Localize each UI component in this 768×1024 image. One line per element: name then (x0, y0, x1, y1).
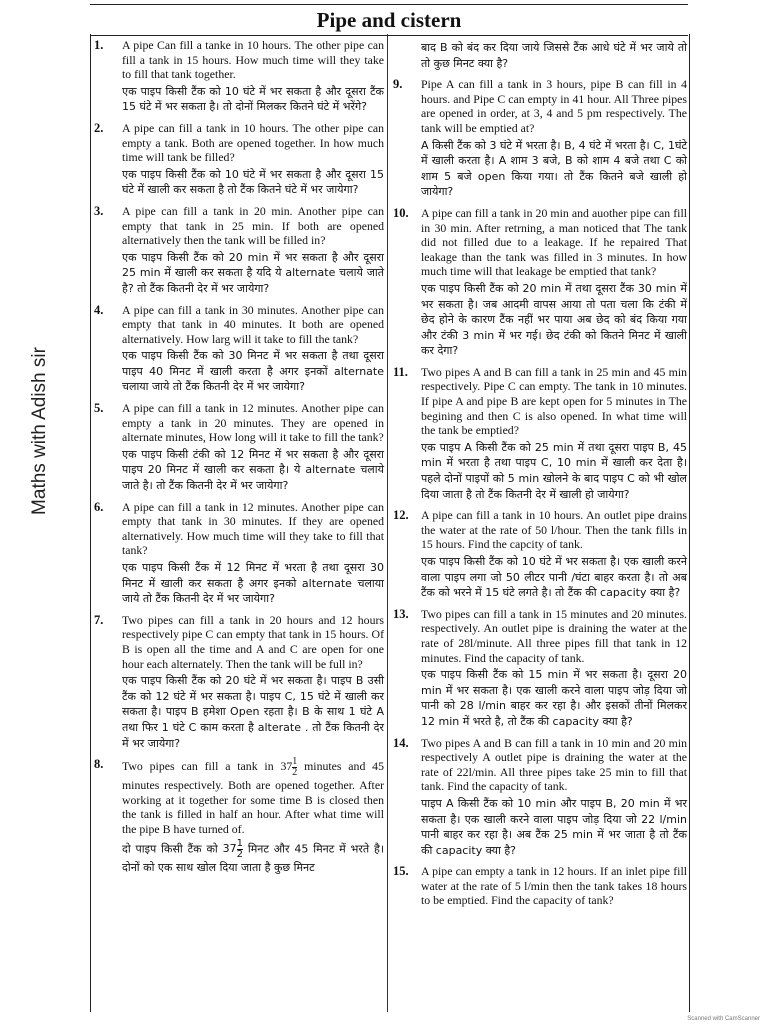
question-10 (393, 206, 687, 359)
question-number: 9. (393, 77, 403, 92)
question-english: Pipe A can fill a tank in 3 hours, pipe B can fill in 4 hours. and Pipe C can empty in 41 hour. All Three pipes are opened in order, at 3, 4 and 5 pm respectively. The tank will be emptied at? (421, 77, 687, 135)
question-english: A pipe can fill a tank in 12 minutes. Another pipe can empty that tank in 30 minutes. If they are opened alternatively. How much time will they take to fill that tank? (122, 499, 384, 558)
question-8-continued (393, 40, 687, 71)
question-hindi: एक पाइप किसी टैंक को 10 घंटे में भर सकता है। एक खाली करने वाला पाइप लगा जो 50 लीटर पानी /घंटा बाहर करता है। तो अब टैंक को भरने में 15 घंटे लगते है। तो टैंक की capacity क्या है? (421, 555, 687, 600)
fraction (292, 757, 297, 778)
question-english: A pipe can fill a tank in 12 minutes. Another pipe can empty a tank in 20 minutes. They are opened in alternate minutes, How long will it take to fill the tank? (122, 401, 384, 445)
question-hindi: बाद B को बंद कर दिया जाये जिससे टैंक आधे घंटे में भर जाये तो तो कुछ मिनट क्या है? (421, 41, 687, 70)
question-11 (393, 365, 687, 502)
question-english: Two pipes can fill a tank in 20 hours and 12 hours respectively pipe C can empty that tank in 15 hours. Of B is open all the time and A and C are open for one hour each alternately. Then the tank will be full in? (122, 612, 384, 671)
question-hindi: एक पाइप किसी टैंक को 20 min में भर सकता है और दूसरा 25 min में खाली कर सकता है यदि ये alternate चलाये जाते है? तो टैंक कितनी देर में भर जायेगा? (122, 250, 384, 295)
question-english: A pipe can fill a tank in 10 hours. The other pipe can empty a tank. Both are opened together. In how much time will tank be filled? (122, 120, 384, 165)
right-column (393, 38, 687, 914)
question-2 (94, 121, 384, 198)
question-hindi: एक पाइप किसी टैंक को 15 min में भर सकता है। दूसरा 20 min में भर सकता है। एक खाली करने वाला पाइप जोड़ दिया जो पानी को 28 l/min बाहर कर रहा है। और इसकों तीनों मिलकर 12 min में भरते है, तो टैंक की capacity क्या है? (421, 668, 687, 728)
left-column (94, 38, 384, 881)
question-english: Two pipes A and B can fill a tank in 25 min and 45 min respectively. Pipe C can empty. The tank in 10 minutes. If pipe A and pipe B are kept open for 5 minutes in The begining and then C is also opened. In what time will the tank be emptied? (421, 364, 687, 438)
fraction-whole: 37 (222, 842, 237, 855)
question-number: 6. (94, 499, 104, 514)
question-4 (94, 303, 384, 396)
question-5 (94, 401, 384, 494)
question-english: Two pipes A and B can fill a tank in 10 min and 20 min respectively A outlet pipe is draining the water at the rate of 22l/min. All three pipes take 25 min to fill that tank. Find the capacity of tank. (421, 735, 687, 794)
question-hindi: एक पाइप किसी टैंक को 10 घंटे में भर सकता है और दूसरा टैंक 15 घंटे में भर सकता है। तो दोनों मिलकर कितने घंटे में भरेंगे? (122, 84, 384, 114)
question-15 (393, 864, 687, 908)
fraction (237, 839, 243, 860)
fraction-numerator: 1 (292, 756, 298, 768)
question-english: A pipe can empty a tank in 12 hours. If an inlet pipe fill water at the rate of 5 l/min then the tank takes 18 hours to be emptied. Find the capacity of tank? (421, 864, 687, 908)
side-watermark-label: Maths with Adish sir (29, 347, 50, 515)
fraction-whole: 37 (280, 759, 293, 774)
question-number: 14. (393, 735, 409, 750)
question-english: A pipe can fill a tank in 20 min. Another pipe can empty that tank in 25 min. If both are opened alternatively then the tank will be filled in? (122, 203, 384, 248)
question-hindi-post: मिनट और 45 मिनट में भरते है। दोनों को एक साथ खोल दिया जाता है कुछ मिनट (122, 842, 384, 874)
question-number: 13. (393, 606, 409, 621)
scanner-watermark: Scanned with CamScanner (687, 1016, 760, 1022)
question-number: 15. (393, 864, 409, 879)
mixed-fraction (280, 756, 298, 779)
fraction-denominator: 2 (292, 767, 298, 779)
question-hindi: एक पाइप किसी टैंक को 20 min में तथा दूसरा टैंक 30 min में भर सकता है। जब आदमी वापस आया तो पता चला कि टंकी में छेद होने के कारण टैंक नहीं भर पाया अब छेद को बंद किया गया और टंकी 3 min में भर गई। छेद टंकी को कितने मिनट में खाली कर देगा? (421, 281, 687, 358)
question-12 (393, 508, 687, 601)
question-english-pre: Two pipes can fill a tank in (122, 759, 274, 774)
question-7 (94, 613, 384, 751)
question-14 (393, 736, 687, 859)
question-13 (393, 607, 687, 730)
question-english: Two pipes can fill a tank in 15 minutes and 20 minutes. respectively. An outlet pipe is draining the water at the rate of 28l/minute. All three pipes fill that tank in 12 minutes. Find the capacity of tank. (421, 606, 687, 665)
question-hindi (122, 839, 384, 876)
question-hindi: एक पाइप किसी टैंक को 10 घंटे में भर सकता है और दूसरा 15 घंटे में खाली कर सकता है तो टैंक कितने घंटे में भर जायेगा? (122, 167, 384, 197)
question-3 (94, 204, 384, 297)
question-hindi: एक पाइप किसी टैंक को 30 मिनट में भर सकता है तथा दूसरा पाइप 40 मिनट में खाली करता है अगर इनकों alternate चलाया जाये तो टैंक कितनी देर में भर जायेगा? (122, 349, 384, 394)
question-number: 7. (94, 612, 104, 627)
question-number: 3. (94, 203, 104, 218)
question-number: 4. (94, 302, 104, 317)
fraction-denominator: 2 (236, 848, 243, 860)
question-hindi: एक पाइप A किसी टैंक को 25 min में तथा दूसरा पाइप B, 45 min में भरता है तथा पाइप C, 10 min में खाली कर देता है। पहले दोनों पाइपों को 5 min खोलने के बाद पाइप C को भी खोल दिया जाता है तो टैंक कितनी देर में खाली हो जायेगा? (421, 440, 687, 501)
question-english: A pipe can fill a tank in 30 minutes. Another pipe can empty that tank in 40 minutes. It both are opened alternatively. How larg will it take to fill the tank? (122, 302, 384, 346)
mixed-fraction (222, 837, 243, 860)
question-9 (393, 77, 687, 200)
page-title: Pipe and cistern (90, 4, 688, 36)
question-hindi: पाइप A किसी टैंक को 10 min और पाइप B, 20 min में भर सकता है। एक खाली करने वाला पाइप जोड़ दिया जो 22 l/min पानी बाहर कर रहा है। अब टैंक 25 min में भर जाता है तो टैंक की capacity क्या है? (421, 796, 687, 857)
question-hindi-pre: दो पाइप किसी टैंक को (122, 842, 218, 855)
question-english: A pipe can fill a tank in 10 hours. An outlet pipe drains the water at the rate of 50 l/hour. Then the tank fills in 15 hours. Find the capcity of tank. (421, 508, 687, 552)
question-number: 11. (393, 364, 408, 379)
question-6 (94, 500, 384, 607)
question-number: 10. (393, 205, 409, 220)
question-1 (94, 38, 384, 115)
question-hindi: एक पाइप किसी टंकी को 12 मिनट में भर सकता है और दूसरा पाइप 20 मिनट में खाली कर सकता है। ये alternate चलाये जाते है। तो टैंक कितनी देर में भर जायेगा? (122, 447, 384, 493)
question-hindi: A किसी टैंक को 3 घंटे में भरता है। B, 4 घंटे में भरता है। C, 1घंटे में खाली करता है। A शाम 3 बजे, B को शाम 4 बजे तथा C को शाम 5 बजे open किया गया। तो टैंक कितने बजे खाली हो जायेगा? (421, 138, 687, 199)
column-divider (387, 34, 388, 1012)
fraction-numerator: 1 (236, 837, 243, 849)
question-8 (94, 757, 384, 875)
question-english (122, 757, 384, 836)
question-number: 5. (94, 401, 104, 416)
question-number: 1. (94, 38, 104, 52)
question-english-post: minutes and 45 minutes respectively. Both are opened together. After working at it together for some time B is closed then the tank is filled in half an hour. After what time will the pipe B have turned of. (122, 759, 384, 836)
question-number: 8. (94, 757, 104, 772)
question-english: A pipe Can fill a tanke in 10 hours. The other pipe can fill a tank in 15 hours. How much time will they take to fill that tank together. (122, 38, 384, 82)
question-hindi: एक पाइप किसी टैंक को 20 घंटे में भर सकता है। पाइप B उसी टैंक को 12 घंटे में भर सकता है। पाइप C, 15 घंटे में खाली कर सकता है। पाइप B हमेशा Open रहता है। B के साथ 1 घंटे A तथा फिर 1 घंटे C काम करता है alterate . तो टैंक कितनी देर में भर जायेगा? (122, 674, 384, 750)
question-number: 12. (393, 508, 409, 523)
question-hindi: एक पाइप किसी टैंक में 12 मिनट में भरता है तथा दूसरा 30 मिनट में खाली कर सकता है अगर इनको alternate चलाया जाये तो टैंक कितनी देर में भर जायेगा? (122, 561, 384, 606)
question-number: 2. (94, 120, 104, 135)
question-english: A pipe can fill a tank in 20 min and auother pipe can fill in 30 min. After retrning, a man noticed that The tank did not filled due to a leakage. If he repaired That leakage than the tank was filled in 3 minutes. In how much time will that leakage be emptied that tank? (421, 205, 687, 279)
